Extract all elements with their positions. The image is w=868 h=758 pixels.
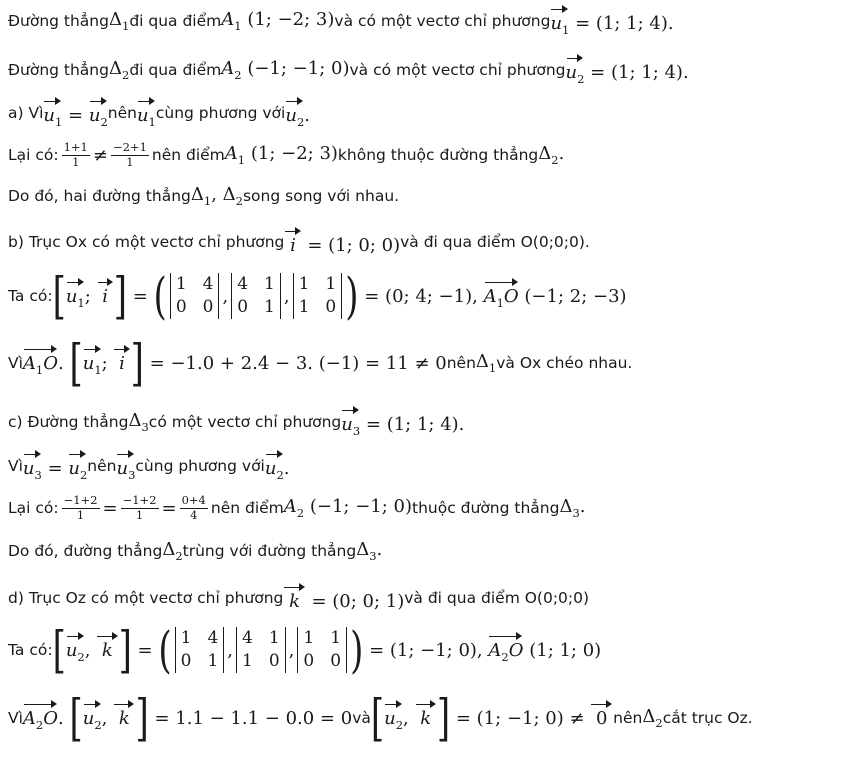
math-delta3: $\Delta_3$. — [559, 496, 586, 520]
text: c) Đường thẳng — [8, 413, 129, 431]
math-result: ) = (0; 4; −1), $A_1O$ (−1; 2; −3) — [345, 267, 627, 326]
text: Do đó, đường thẳng — [8, 542, 163, 560]
line-4 — [8, 139, 860, 171]
math-delta1-delta2: $\Delta_1$, $\Delta_2$ — [190, 184, 243, 208]
text: song song với nhau. — [242, 187, 400, 205]
math-delta2: $\Delta_2$. — [538, 143, 565, 167]
math-vector-u2: $u_2 = (1$; 1; 4). — [566, 55, 689, 86]
text: và có một vectơ chỉ phương — [349, 61, 566, 79]
math-u3-eq-u2: $u_3 = u_2$ — [23, 451, 87, 482]
line-2 — [8, 55, 860, 85]
line-8 — [8, 334, 860, 393]
determinant: 1 1 1 0 — [293, 273, 343, 319]
line-1 — [8, 6, 860, 36]
math-vector-i: i = (1; 0; 0) — [284, 228, 400, 256]
math-point-a1: $A_1$ (1; −2; 3) — [224, 143, 338, 167]
fraction: $\frac{-1+2}{1}$ — [122, 493, 157, 522]
math-u1-eq-u2: $u_1 = u_2$ — [43, 98, 107, 129]
text: và đi qua điểm O(0;0;0). — [400, 233, 590, 251]
math-delta2: $\Delta_2$ — [642, 706, 663, 730]
math-mixed-product: $A_1O$. [$u_1$; i ] = −1.0 + 2.4 − 3. (−1) = 11 ≠ 0 — [22, 334, 447, 393]
math-cross-product: [$u_2$, k ] = ( — [52, 621, 172, 680]
text: nên — [446, 354, 476, 372]
line-11: Lại có: $\frac{-1+2}{1}$ = $\frac{-1+2}{1}$ = $\frac{0+4}{4}$ nên điểm $A_2$ (−1; −1; 0) thuộc đường thẳng $\Delta_3$. — [8, 493, 586, 522]
math-delta1: $\Delta_1$ — [475, 351, 497, 375]
line-15 — [8, 690, 860, 746]
math-point-a1: $A_1$ (1; −2; 3) — [221, 9, 335, 33]
text: Lại có: — [8, 146, 59, 164]
line-5 — [8, 181, 860, 211]
text: và — [352, 709, 371, 727]
text: có một vectơ chỉ phương — [148, 413, 342, 431]
text: nên — [87, 457, 117, 475]
text: Vì — [8, 709, 23, 727]
fraction: $\frac{-2+1}{1}$ — [112, 140, 147, 169]
text: Lại có: — [8, 499, 59, 517]
text: Đường thẳng — [8, 61, 109, 79]
text: Do đó, hai đường thẳng — [8, 187, 191, 205]
math-point-a2: $A_2$ (−1; −1; 0) — [283, 496, 412, 520]
line-13 — [8, 582, 860, 614]
math-vector-u3: $u_3 = (1$; 1; 4). — [341, 407, 464, 438]
fraction: $\frac{-1+2}{1}$ — [63, 493, 98, 522]
text: cùng phương với — [135, 457, 265, 475]
math-delta2: $\Delta_2$ — [162, 539, 183, 563]
math-delta2: $\Delta_2$ — [108, 58, 130, 82]
math-u3: $u_3$ — [116, 451, 135, 482]
math-u1: $u_1$ — [137, 98, 156, 129]
line-14: Ta có: [$u_2$, k ] = ( 1 4 0 1 , 4 1 1 0 , 1 1 0 0 ) = (1; −1; 0), $A_2O$ (1; 1; 0) — [8, 621, 602, 680]
determinant: 1 4 0 1 — [175, 627, 225, 673]
text: và Ox chéo nhau. — [496, 354, 633, 372]
text: Vì — [8, 457, 23, 475]
math-cross-product: [$u_2$, k ] = (1; −1; 0) ≠ 0 — [370, 689, 614, 748]
line-6 — [8, 226, 860, 258]
text: đi qua điểm — [129, 12, 222, 30]
determinant: 1 4 0 0 — [170, 273, 220, 319]
line-12 — [8, 536, 860, 566]
math-delta3: $\Delta_3$ — [128, 410, 149, 434]
line-3 — [8, 98, 860, 128]
line-9 — [8, 406, 860, 438]
line-7: Ta có: [$u_1$; i ] = ( 1 4 0 0 , 4 1 0 1 , 1 1 1 0 ) = (0; 4; −1), $A_1O$ (−1; 2; −3) — [8, 267, 627, 326]
math-result: ) = (1; −1; 0), $A_2O$ (1; 1; 0) — [350, 621, 602, 680]
text: đi qua điểm — [129, 61, 222, 79]
text: nên điểm — [151, 146, 225, 164]
math-cross-product: [$u_1$; i ] = ( — [52, 267, 167, 326]
math-point-a2: $A_2$ (−1; −1; 0) — [221, 58, 350, 82]
text: Đường thẳng — [8, 12, 109, 30]
text: Ta có: — [8, 287, 53, 305]
text: cắt trục Oz. — [662, 709, 753, 727]
text: b) Trục Ox có một vectơ chỉ phương — [8, 233, 285, 251]
math-delta1: $\Delta_1$ — [108, 9, 130, 33]
text: thuộc đường thẳng — [412, 499, 560, 517]
text: và đi qua điểm O(0;0;0) — [404, 589, 590, 607]
text: a) Vì — [8, 104, 44, 122]
text: d) Trục Oz có một vectơ chỉ phương — [8, 589, 284, 607]
fraction: $\frac{1+1}{1}$ — [63, 140, 88, 169]
text: nên — [613, 709, 643, 727]
text: nên — [107, 104, 137, 122]
math-neq: ≠ — [92, 144, 108, 166]
math-delta3: $\Delta_3$. — [356, 539, 383, 563]
math-mixed-product: $A_2O$. [$u_2$, k ] = 1.1 − 1.1 − 0.0 = 0 — [22, 689, 353, 748]
determinant: 4 1 1 0 — [236, 627, 286, 673]
text: cùng phương với — [155, 104, 286, 122]
math-u2: $u_2$. — [285, 98, 310, 129]
math-u2: $u_2$. — [265, 451, 290, 482]
text: Ta có: — [8, 641, 53, 659]
math-vector-k: k = (0; 0; 1) — [283, 584, 404, 612]
text: trùng với đường thẳng — [182, 542, 357, 560]
determinant: 1 1 0 0 — [297, 627, 347, 673]
text: và có một vectơ chỉ phương — [334, 12, 551, 30]
text: nên điểm — [210, 499, 284, 517]
math-vector-u1: $u_1 = (1$; 1; 4). — [550, 6, 673, 37]
fraction: $\frac{0+4}{4}$ — [181, 493, 206, 522]
text: Vì — [8, 354, 23, 372]
line-10 — [8, 451, 860, 481]
determinant: 4 1 0 1 — [231, 273, 281, 319]
text: không thuộc đường thẳng — [337, 146, 539, 164]
